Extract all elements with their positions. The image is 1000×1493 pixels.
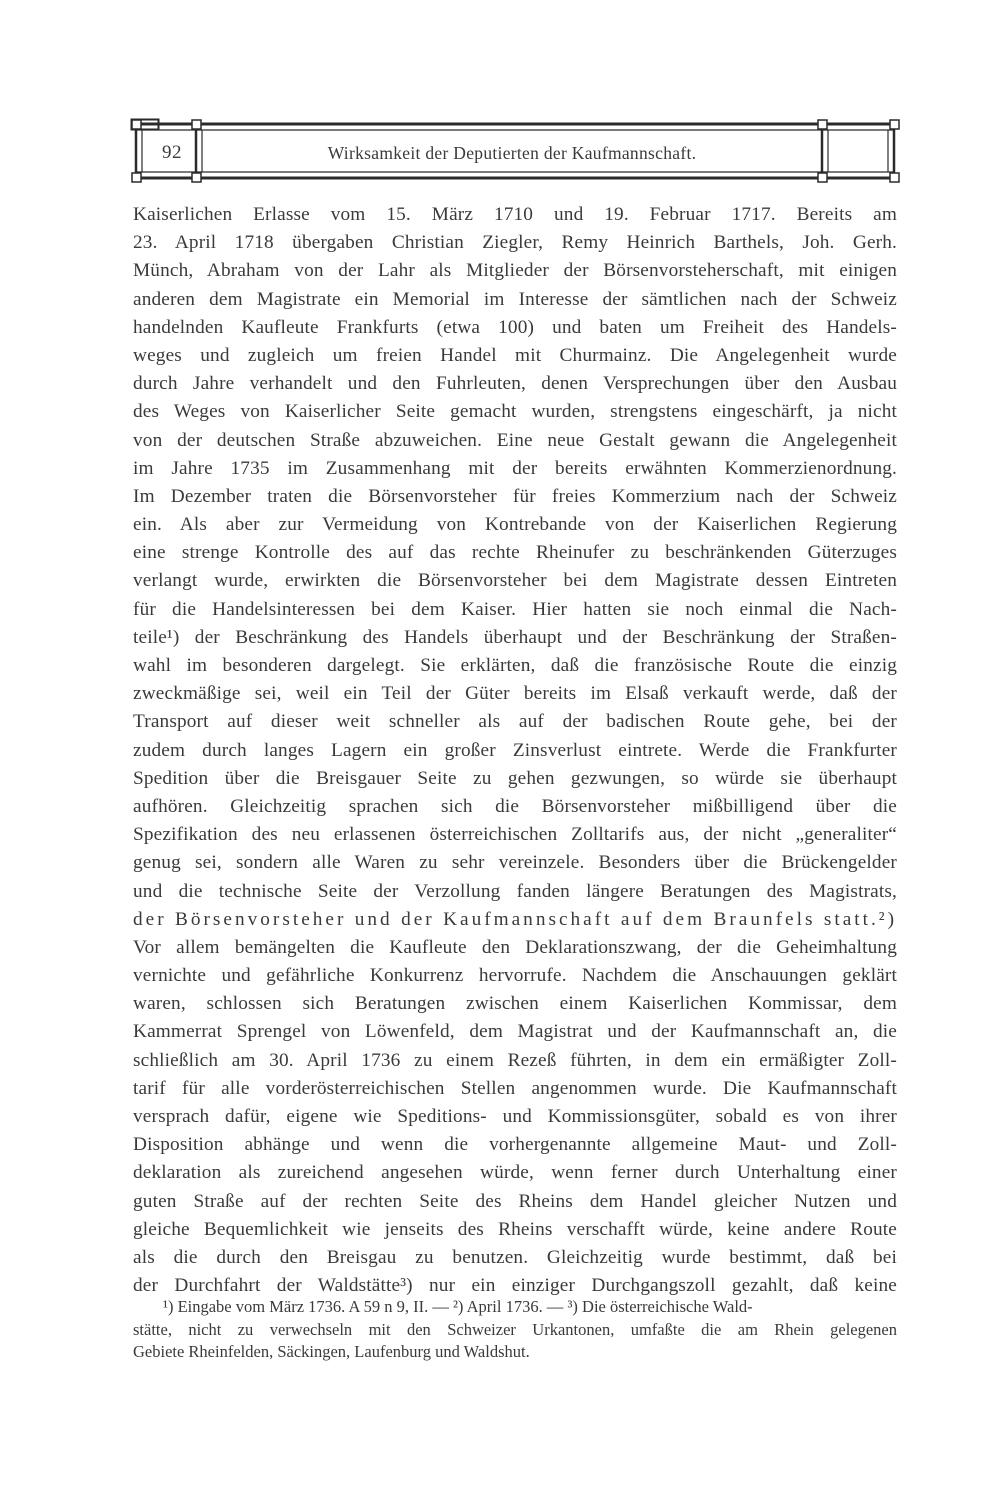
text-line: versprach dafür, eigene wie Speditions- und Kommissionsgüter, sobald es von ihrer [133, 1106, 897, 1127]
text-line: im Jahre 1735 im Zusammenhang mit der bereits erwähnten Kommerzienordnung. [133, 457, 897, 479]
text-line: tarif für alle vorderösterreichischen Stellen angenommen wurde. Die Kaufmannschaft [133, 1077, 897, 1099]
text-line: ein. Als aber zur Vermeidung von Kontrebande von der Kaiserlichen Regierung [133, 514, 897, 536]
text-line: teile¹) der Beschränkung des Handels überhaupt und der Beschränkung der Straßen- [133, 626, 897, 648]
body-paragraph [133, 201, 897, 1300]
text-line: zweckmäßige sei, weil ein Teil der Güter bereits im Elsaß verkauft werde, daß der [133, 683, 897, 705]
page-number: 92 [162, 142, 182, 163]
text-line: anderen dem Magistrate ein Memorial im Interesse der sämtlichen nach der Schweiz [133, 288, 897, 310]
text-line: wahl im besonderen dargelegt. Sie erklärten, daß die französische Route die einzig [133, 655, 897, 676]
text-line: gleiche Bequemlichkeit wie jenseits des Rheins verschafft würde, keine andere Route [133, 1218, 897, 1240]
running-header [130, 118, 900, 184]
text-line: waren, schlossen sich Beratungen zwischen einem Kaiserlichen Kommissar, dem [133, 993, 897, 1015]
text-line: des Weges von Kaiserlicher Seite gemacht wurden, strengstens eingeschärft, ja nicht [133, 401, 897, 423]
text-line: durch Jahre verhandelt und den Fuhrleuten, denen Versprechungen über den Ausbau [133, 373, 897, 395]
footnote-line: stätte, nicht zu verwechseln mit den Schweizer Urkantonen, umfaßte die am Rhein gelegenen [133, 1319, 897, 1339]
footnotes [133, 1296, 897, 1364]
text-line: verlangt wurde, erwirkten die Börsenvorsteher bei dem Magistrate dessen Eintreten [133, 570, 897, 592]
text-line: und die technische Seite der Verzollung fanden längere Beratungen des Magistrats, [133, 880, 897, 902]
text-line: guten Straße auf der rechten Seite des Rheins dem Handel gleicher Nutzen und [133, 1190, 897, 1212]
text-line: als die durch den Breisgau zu benutzen. Gleichzeitig wurde bestimmt, daß bei [133, 1246, 897, 1268]
text-line: Kammerrat Sprengel von Löwenfeld, dem Magistrat und der Kaufmannschaft an, die [133, 1021, 897, 1043]
text-line: Disposition abhänge und wenn die vorhergenannte allgemeine Maut- und Zoll- [133, 1134, 897, 1156]
text-line: der Börsenvorsteher und der Kaufmannschaft auf dem Braunfels statt.²) [133, 908, 897, 930]
footnote-line: Gebiete Rheinfelden, Säckingen, Laufenburg und Waldshut. [133, 1342, 530, 1361]
rectangle-ornament-icon [130, 118, 160, 131]
text-line: weges und zugleich um freien Handel mit Churmainz. Die Angelegenheit wurde [133, 344, 897, 366]
text-line: zudem durch langes Lagern ein großer Zinsverlust eintrete. Werde die Frankfurter [133, 739, 897, 761]
text-line: schließlich am 30. April 1736 zu einem Rezeß führten, in dem ein ermäßigter Zoll- [133, 1049, 897, 1071]
text-line: Spezifikation des neu erlassenen österreichischen Zolltarifs aus, der nicht „generaliter“ [133, 824, 897, 846]
text-line: 23. April 1718 übergaben Christian Ziegler, Remy Heinrich Barthels, Joh. Gerh. [133, 232, 897, 254]
text-line: aufhören. Gleichzeitig sprachen sich die Börsenvorsteher mißbilligend über die [133, 795, 897, 817]
text-line: Kaiserlichen Erlasse vom 15. März 1710 und 19. Februar 1717. Bereits am [133, 204, 897, 225]
text-line: der Durchfahrt der Waldstätte³) nur ein einziger Durchgangszoll gezahlt, daß keine [133, 1275, 897, 1297]
text-line: Im Dezember traten die Börsenvorsteher für freies Kommerzium nach der Schweiz [133, 485, 897, 507]
text-line: deklaration als zureichend angesehen würde, wenn ferner durch Unterhaltung einer [133, 1162, 897, 1184]
text-line: von der deutschen Straße abzuweichen. Eine neue Gestalt gewann die Angelegenheit [133, 429, 897, 451]
text-line: Transport auf dieser weit schneller als auf der badischen Route gehe, bei der [133, 711, 897, 733]
running-title: Wirksamkeit der Deputierten der Kaufmannschaft. [327, 143, 697, 163]
text-line: vernichte und gefährliche Konkurrenz hervorrufe. Nachdem die Anschauungen geklärt [133, 965, 897, 987]
footnote-line: ¹) Eingabe vom März 1736. A 59 n 9, II. — ²) April 1736. — ³) Die österreichische Wald- [163, 1297, 753, 1316]
text-line: Spedition über die Breisgauer Seite zu gehen gezwungen, so würde sie überhaupt [133, 767, 897, 789]
text-line: genug sei, sondern alle Waren zu sehr vereinzele. Besonders über die Brückengelder [133, 852, 897, 874]
text-line: Vor allem bemängelten die Kaufleute den Deklarationszwang, der die Geheimhaltung [133, 936, 897, 958]
text-line: eine strenge Kontrolle des auf das rechte Rheinufer zu beschränkenden Güterzuges [133, 542, 897, 564]
text-line: handelnden Kaufleute Frankfurts (etwa 100) und baten um Freiheit des Handels- [133, 316, 897, 338]
text-line: Münch, Abraham von der Lahr als Mitglieder der Börsenvorsteherschaft, mit einigen [133, 260, 897, 282]
text-line: für die Handelsinteressen bei dem Kaiser. Hier hatten sie noch einmal die Nach- [133, 598, 897, 620]
